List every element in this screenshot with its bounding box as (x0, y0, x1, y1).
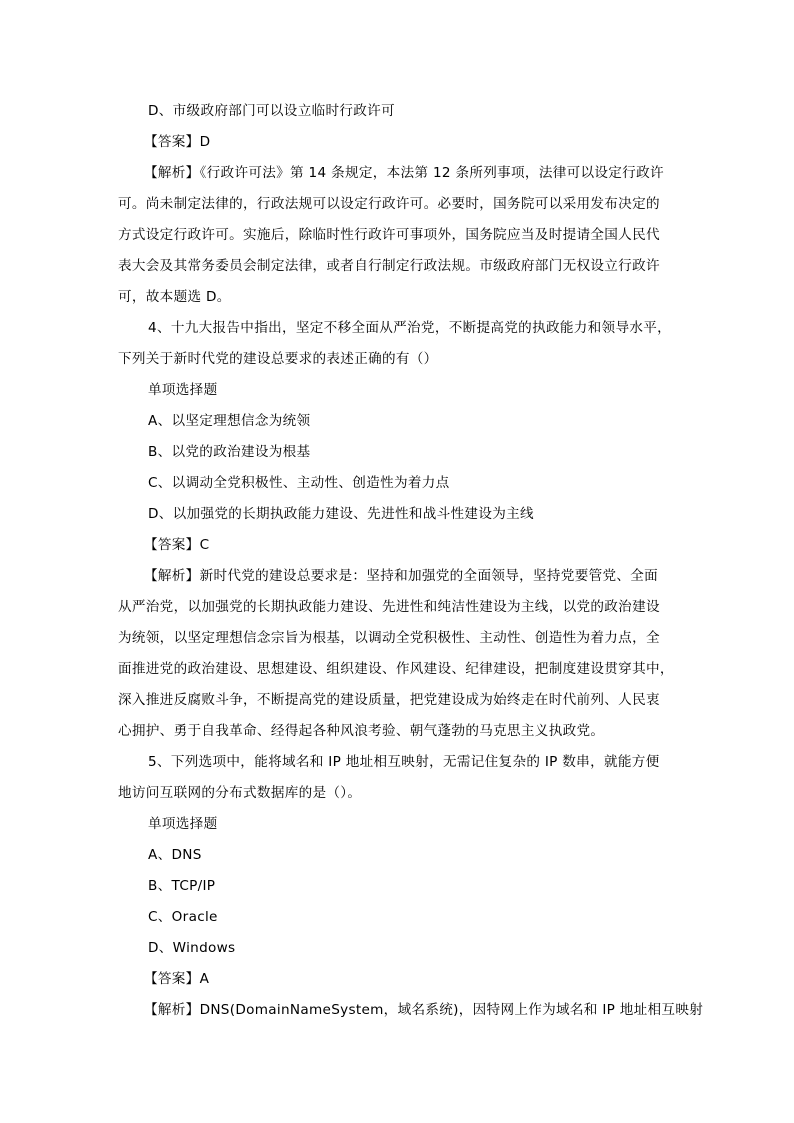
analysis-line: 从严治党，以加强党的长期执政能力建设、先进性和纯洁性建设为主线，以党的政治建设 (118, 599, 660, 615)
analysis-q5 (118, 995, 704, 1026)
analysis-line: 【解析】新时代党的建设总要求是：坚持和加强党的全面领导，坚持党要管党、全面 (144, 568, 659, 584)
option-d-q3: D、市级政府部门可以设立临时行政许可 (148, 103, 395, 119)
analysis-line: 心拥护、勇于自我革命、经得起各种风浪考验、朝气蓬勃的马克思主义执政党。 (118, 723, 605, 739)
option-a-q5: A、DNS (148, 847, 202, 863)
analysis-line: 方式设定行政许可。实施后，除临时性行政许可事项外，国务院应当及时提请全国人民代 (118, 227, 660, 243)
analysis-line: 表大会及其常务委员会制定法律，或者自行制定行政法规。市级政府部门无权设立行政许 (118, 258, 660, 274)
document-page (118, 96, 704, 1026)
question-4 (118, 313, 678, 375)
question-5 (118, 747, 678, 809)
option-b-q4: B、以党的政治建设为根基 (148, 444, 311, 460)
answer-q3: 【答案】D (144, 134, 211, 150)
question-type-q4: 单项选择题 (148, 382, 218, 398)
question-line: 5、下列选项中，能将域名和 IP 地址相互映射，无需记住复杂的 IP 数串，就能方便 (148, 754, 660, 770)
question-line: 4、十九大报告中指出，坚定不移全面从严治党，不断提高党的执政能力和领导水平， (148, 320, 672, 336)
analysis-line: 【解析】DNS(DomainNameSystem，域名系统)，因特网上作为域名和 IP 地址相互映射 (144, 1002, 704, 1018)
analysis-line: 可，故本题选 D。 (118, 289, 231, 305)
option-d-q5: D、Windows (148, 940, 236, 956)
answer-q5: 【答案】A (144, 971, 210, 987)
option-b-q5: B、TCP/IP (148, 878, 216, 894)
analysis-q3 (118, 158, 678, 313)
answer-q4: 【答案】C (144, 537, 210, 553)
option-c-q4: C、以调动全党积极性、主动性、创造性为着力点 (148, 475, 450, 491)
option-a-q4: A、以坚定理想信念为统领 (148, 413, 311, 429)
question-line: 地访问互联网的分布式数据库的是（）。 (118, 785, 362, 801)
analysis-line: 可。尚未制定法律的，行政法规可以设定行政许可。必要时，国务院可以采用发布决定的 (118, 196, 660, 212)
analysis-line: 面推进党的政治建设、思想建设、组织建设、作风建设、纪律建设，把制度建设贯穿其中， (118, 661, 674, 677)
analysis-q4 (118, 561, 678, 747)
analysis-line: 【解析】《行政许可法》第 14 条规定，本法第 12 条所列事项，法律可以设定行政许 (144, 165, 664, 181)
question-line: 下列关于新时代党的建设总要求的表述正确的有（） (118, 351, 438, 367)
analysis-line: 为统领，以坚定理想信念宗旨为根基，以调动全党积极性、主动性、创造性为着力点，全 (118, 630, 660, 646)
option-c-q5: C、Oracle (148, 909, 218, 925)
analysis-line: 深入推进反腐败斗争，不断提高党的建设质量，把党建设成为始终走在时代前列、人民衷 (118, 692, 660, 708)
question-type-q5: 单项选择题 (148, 816, 218, 832)
option-d-q4: D、以加强党的长期执政能力建设、先进性和战斗性建设为主线 (148, 506, 534, 522)
